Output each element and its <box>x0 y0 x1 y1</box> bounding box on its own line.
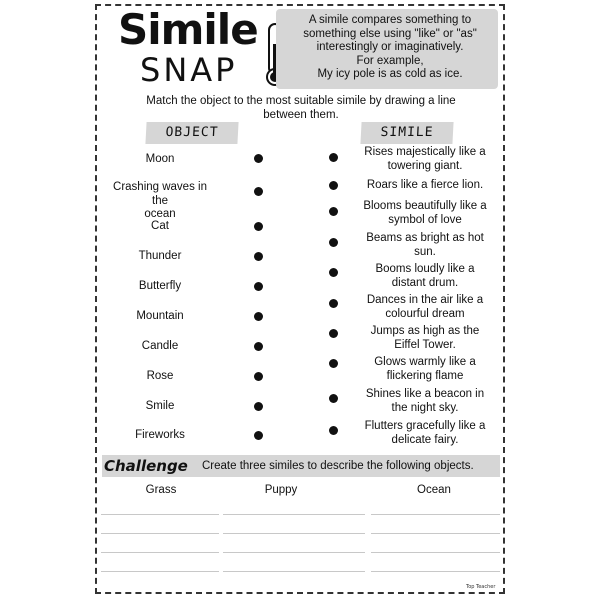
writing-line[interactable] <box>223 571 365 572</box>
simile-item-line: Roars like a fierce lion. <box>366 179 484 191</box>
object-item <box>106 400 214 414</box>
object-match-dot[interactable] <box>254 252 263 261</box>
object-column-header: OBJECT <box>145 122 238 144</box>
object-match-dot[interactable] <box>254 187 263 196</box>
title-main: Simile <box>118 5 258 54</box>
writing-line[interactable] <box>371 552 500 553</box>
object-item <box>106 429 214 443</box>
simile-item-line: the night sky. <box>391 401 459 414</box>
object-item-line: Moon <box>145 153 175 165</box>
simile-item <box>358 420 492 447</box>
simile-item-line: Blooms beautifully like a <box>363 200 487 212</box>
writing-line[interactable] <box>223 514 365 515</box>
worksheet-title <box>118 5 278 92</box>
definition-line: My icy pole is as cold as ice. <box>317 68 463 80</box>
writing-line[interactable] <box>101 514 219 515</box>
simile-match-dot[interactable] <box>329 359 338 368</box>
simile-item <box>358 325 492 352</box>
object-item <box>106 280 214 294</box>
simile-match-dot[interactable] <box>329 299 338 308</box>
simile-item-line: Glows warmly like a <box>374 356 476 368</box>
simile-item-line: distant drum. <box>391 276 459 289</box>
simile-item-line: delicate fairy. <box>391 433 459 446</box>
challenge-word-ocean: Ocean <box>417 484 451 496</box>
simile-match-dot[interactable] <box>329 153 338 162</box>
object-item-line: Thunder <box>138 250 182 262</box>
object-match-dot[interactable] <box>254 312 263 321</box>
simile-match-dot[interactable] <box>329 207 338 216</box>
brand-logo: Top Teacher <box>466 584 496 590</box>
simile-item-line: Jumps as high as the <box>370 325 480 337</box>
simile-item-line: colourful dream <box>385 307 465 320</box>
instruction-line: between them. <box>263 108 339 121</box>
object-item <box>106 370 214 384</box>
challenge-title: Challenge <box>104 457 188 475</box>
object-item <box>106 310 214 324</box>
simile-match-dot[interactable] <box>329 329 338 338</box>
simile-item-line: Eiffel Tower. <box>394 338 456 351</box>
object-item <box>106 220 214 234</box>
instruction-line: Match the object to the most suitable simile by drawing a line <box>146 95 456 107</box>
simile-match-dot[interactable] <box>329 181 338 190</box>
object-item-line: Fireworks <box>135 429 185 441</box>
object-match-dot[interactable] <box>254 402 263 411</box>
object-item-line: Mountain <box>136 310 184 322</box>
simile-item <box>358 179 492 193</box>
simile-item-line: Beams as bright as hot <box>366 232 484 244</box>
simile-item <box>358 232 492 259</box>
definition-line: interestingly or imaginatively. <box>316 41 464 53</box>
writing-line[interactable] <box>101 552 219 553</box>
writing-line[interactable] <box>371 571 500 572</box>
challenge-instructions: Create three similes to describe the following objects. <box>202 460 474 472</box>
simile-item-line: Dances in the air like a <box>366 294 484 306</box>
writing-line[interactable] <box>101 533 219 534</box>
object-item-line: Smile <box>145 400 175 412</box>
simile-item <box>358 356 492 383</box>
simile-match-dot[interactable] <box>329 394 338 403</box>
simile-item-line: Flutters gracefully like a <box>364 420 486 432</box>
title-sub: SNAP <box>140 51 238 89</box>
challenge-word-puppy: Puppy <box>264 484 298 496</box>
simile-match-dot[interactable] <box>329 426 338 435</box>
simile-item-line: Rises majestically like a <box>364 146 486 158</box>
simile-item-line: Booms loudly like a <box>375 263 475 275</box>
simile-item <box>358 146 492 173</box>
instruction-text <box>104 95 498 122</box>
object-item <box>106 250 214 264</box>
writing-line[interactable] <box>223 533 365 534</box>
simile-item <box>358 388 492 415</box>
object-match-dot[interactable] <box>254 282 263 291</box>
object-item-line: Crashing waves in the <box>113 181 207 207</box>
object-item <box>106 153 214 167</box>
object-item-line: Butterfly <box>138 280 182 292</box>
simile-item <box>358 200 492 227</box>
writing-line[interactable] <box>371 533 500 534</box>
simile-match-dot[interactable] <box>329 238 338 247</box>
definition-line: something else using "like" or "as" <box>303 27 477 40</box>
writing-line[interactable] <box>371 514 500 515</box>
definition-line: A simile compares something to <box>308 14 472 26</box>
object-item-line: Rose <box>146 370 174 382</box>
object-item <box>106 340 214 354</box>
simile-item-line: flickering flame <box>386 369 464 382</box>
object-match-dot[interactable] <box>254 372 263 381</box>
challenge-word-grass: Grass <box>145 484 177 496</box>
simile-item-line: symbol of love <box>388 213 462 226</box>
simile-column-header: SIMILE <box>360 122 453 144</box>
writing-line[interactable] <box>223 552 365 553</box>
object-match-dot[interactable] <box>254 431 263 440</box>
simile-match-dot[interactable] <box>329 268 338 277</box>
simile-item-line: sun. <box>414 245 436 258</box>
writing-line[interactable] <box>101 571 219 572</box>
simile-item-line: towering giant. <box>387 159 463 172</box>
object-item-line: Candle <box>141 340 179 352</box>
object-item-line: Cat <box>151 220 169 232</box>
definition-line: For example, <box>356 54 424 67</box>
object-match-dot[interactable] <box>254 342 263 351</box>
definition-box <box>276 9 498 89</box>
simile-item <box>358 263 492 290</box>
simile-item-line: Shines like a beacon in <box>365 388 485 400</box>
object-item-line: ocean <box>144 208 176 220</box>
simile-item <box>358 294 492 321</box>
object-match-dot[interactable] <box>254 222 263 231</box>
object-match-dot[interactable] <box>254 154 263 163</box>
object-item <box>106 181 214 222</box>
